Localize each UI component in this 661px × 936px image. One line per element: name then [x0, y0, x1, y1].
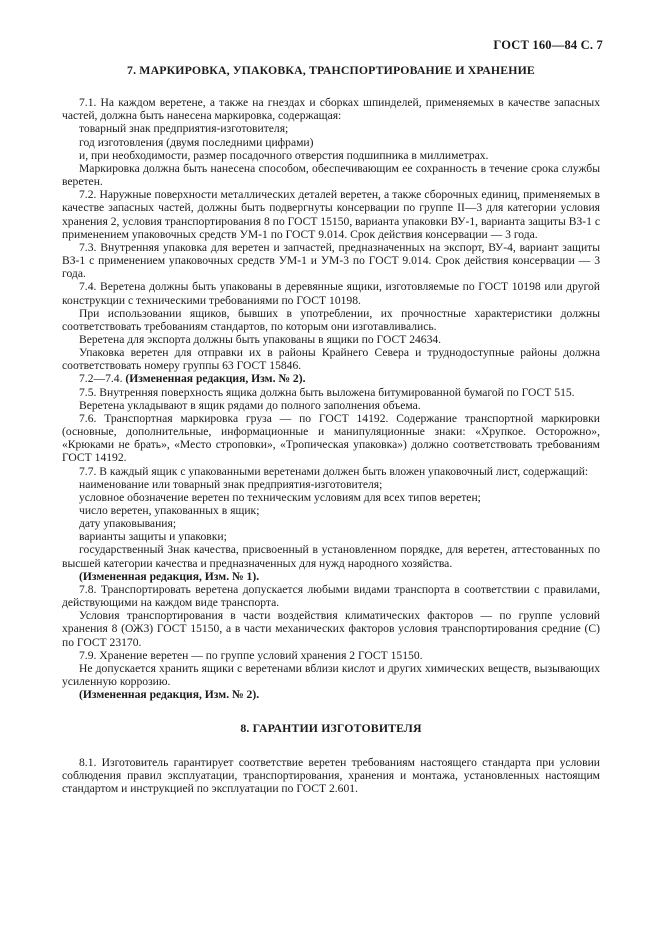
section7-paragraph: 7.2. Наружные поверхности металлических деталей веретен, а также сборочных единиц, применяемых в качестве запасных частей, должны быть подвергнуты консервации по группе II—3 для категории условия хранения 2, условия транспортирования 8 по ГОСТ 15150, варианта упаковки ВУ-1, варианта защиты ВЗ-1 с применением упаковочных средств УМ-1 по ГОСТ 9.014. Срок действия консервации — 3 года.: [62, 188, 600, 241]
section7-paragraph: 7.1. На каждом веретене, а также на гнездах и сборках шпинделей, применяемых в качестве запасных частей, должна быть нанесена маркировка, содержащая:: [62, 96, 600, 123]
section7-paragraph: Упаковка веретен для отправки их в районы Крайнего Севера и труднодоступные районы должна соответствовать номеру группы 63 ГОСТ 15846.: [62, 346, 600, 373]
section-8-title: 8. ГАРАНТИИ ИЗГОТОВИТЕЛЯ: [240, 721, 422, 736]
section7-paragraph: условное обозначение веретен по техническим условиям для всех типов веретен;: [79, 490, 481, 504]
section7-paragraph: 7.6. Транспортная маркировка груза — по ГОСТ 14192. Содержание транспортной маркировки (основные, дополнительные, информационные и манипуляционные знаки: «Хрупкое. Осторожно», «Крюками не брать», «Место строповки», «Тропическая упаковка») должно соответствовать требованиям ГОСТ 14192.: [62, 411, 600, 465]
section-7-body: [62, 96, 600, 701]
section7-paragraph: 7.3. Внутренняя упаковка для веретен и запчастей, предназначенных на экспорт, ВУ-4, вариант защиты ВЗ-1 с применением упаковочных средств УМ-1 и УМ-3 по ГОСТ 9.014. Срок действия консервации — 3 года.: [62, 240, 600, 281]
section7-paragraph: Маркировка должна быть нанесена способом, обеспечивающим ее сохранность в течение срока службы веретен.: [62, 161, 600, 189]
section7-paragraph: При использовании ящиков, бывших в употреблении, их прочностные характеристики должны соответствовать требованиям стандартов, по которым они изготавливались.: [62, 306, 600, 333]
section-7-title: 7. МАРКИРОВКА, УПАКОВКА, ТРАНСПОРТИРОВАНИЕ И ХРАНЕНИЕ: [127, 63, 535, 77]
section-8-body: [62, 756, 600, 795]
section7-paragraph: и, при необходимости, размер посадочного отверстия подшипника в миллиметрах.: [79, 148, 489, 162]
section7-paragraph: Веретена укладывают в ящик рядами до полного заполнения объема.: [79, 398, 421, 412]
section7-paragraph: год изготовления (двумя последними цифрами): [79, 135, 314, 149]
section7-paragraph: (Измененная редакция, Изм. № 2).: [79, 688, 260, 702]
section7-paragraph: 7.4. Веретена должны быть упакованы в деревянные ящики, изготовляемые по ГОСТ 10198 или другой конструкции с техническими требованиями по ГОСТ 10198.: [62, 280, 600, 307]
section7-paragraph: варианты защиты и упаковки;: [79, 530, 227, 544]
section7-paragraph: Не допускается хранить ящики с веретенами вблизи кислот и других химических веществ, вызывающих усиленную коррозию.: [62, 661, 600, 689]
section7-paragraph: Условия транспортирования в части воздействия климатических факторов — по группе условий хранения 8 (ОЖ3) ГОСТ 15150, а в части механических факторов условия транспортирования средние (С) по ГОСТ 23170.: [62, 609, 600, 649]
section7-paragraph: Веретена для экспорта должны быть упакованы в ящики по ГОСТ 24634.: [79, 332, 442, 346]
section7-paragraph: 7.7. В каждый ящик с упакованными веретенами должен быть вложен упаковочный лист, содержащий:: [79, 464, 589, 478]
section7-paragraph: наименование или товарный знак предприятия-изготовителя;: [79, 477, 383, 491]
section7-paragraph: 7.9. Хранение веретен — по группе условий хранения 2 ГОСТ 15150.: [79, 648, 423, 662]
section8-paragraph: 8.1. Изготовитель гарантирует соответствие веретен требованиям настоящего стандарта при условии соблюдения правил эксплуатации, транспортирования, хранения и монтажа, установленных настоящим стандартом и инструкцией по эксплуатации по ГОСТ 2.601.: [62, 755, 600, 795]
section7-paragraph: дату упаковывания;: [79, 517, 177, 531]
page-content: [62, 64, 600, 795]
section7-paragraph: (Измененная редакция, Изм. № 1).: [79, 569, 260, 583]
section7-paragraph: 7.2—7.4. (Измененная редакция, Изм. № 2).: [79, 372, 306, 386]
section7-paragraph: 7.5. Внутренняя поверхность ящика должна быть выложена битумированной бумагой по ГОСТ 515.: [79, 385, 575, 399]
section7-paragraph: 7.8. Транспортировать веретена допускается любыми видами транспорта в соответствии с правилами, действующими на каждом виде транспорта.: [62, 582, 600, 610]
section7-paragraph: число веретен, упакованных в ящик;: [79, 504, 260, 517]
section7-paragraph: государственный Знак качества, присвоенный в установленном порядке, для веретен, аттестованных по высшей категории качества и предназначенных для нужд народного хозяйства.: [62, 543, 600, 570]
running-header: ГОСТ 160—84 С. 7: [493, 38, 603, 52]
section7-paragraph: товарный знак предприятия-изготовителя;: [79, 122, 289, 136]
